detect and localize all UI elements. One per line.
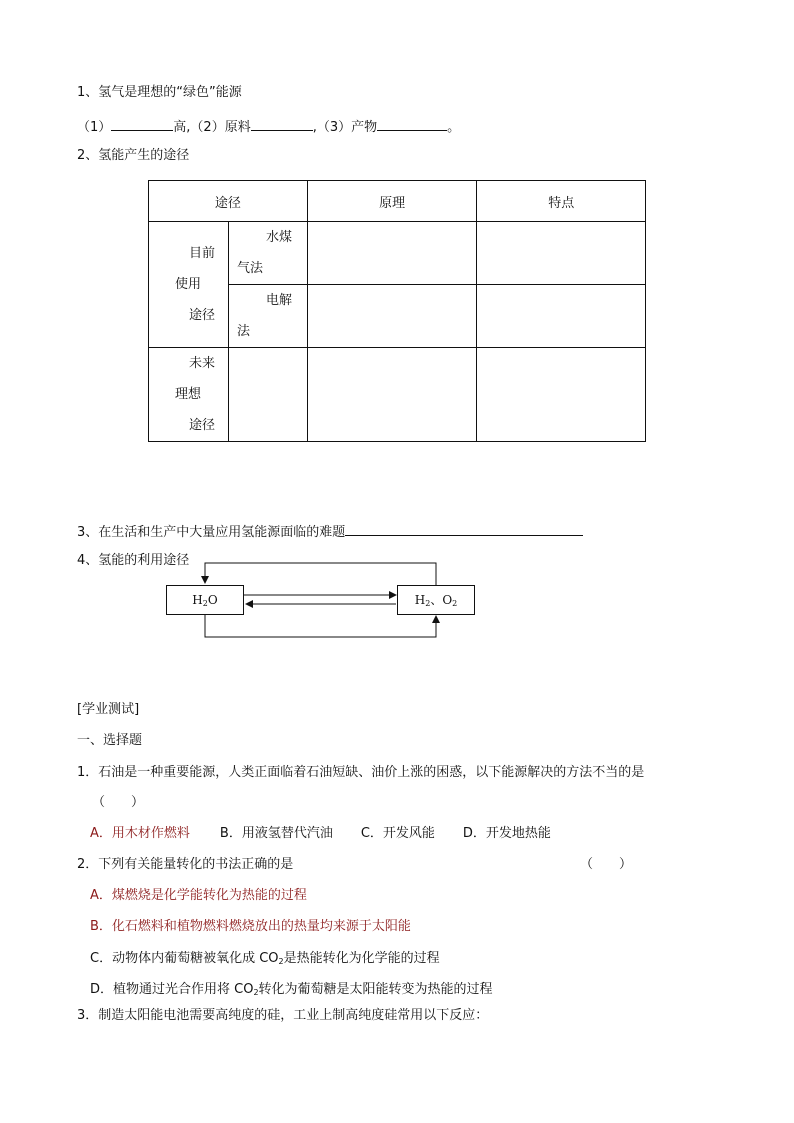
method1-line2: 气法: [236, 261, 263, 276]
cell-feature-3[interactable]: [477, 348, 646, 442]
cell-future-method[interactable]: [228, 348, 307, 442]
hydrogen-oxygen-box: [397, 585, 475, 615]
q2-answer-paren[interactable]: （ ）: [580, 857, 633, 872]
section4-title: 4、氢能的利用途径: [77, 553, 190, 568]
prop3-suffix: 。: [447, 120, 461, 135]
o2-sub: 2: [452, 599, 458, 608]
q1-answer-paren[interactable]: （ ）: [92, 795, 145, 810]
q1-option-c[interactable]: C．开发风能: [360, 826, 435, 841]
water-sub: 2: [202, 599, 208, 608]
q1-option-a[interactable]: A．用木材作燃料: [90, 826, 190, 841]
top-loop-arrow: [205, 563, 436, 585]
q2-c-pre: C．动物体内葡萄糖被氧化成 CO: [90, 951, 279, 966]
header-route: 途径: [149, 181, 308, 222]
method-electrolysis: [228, 285, 307, 348]
current-route-label: [149, 222, 229, 348]
q2-option-d[interactable]: [90, 981, 493, 1002]
section3-text: 3、在生活和生产中大量应用氢能源面临的难题: [77, 525, 346, 540]
cell-principle-3[interactable]: [307, 348, 477, 442]
section3-blank[interactable]: [345, 521, 583, 536]
current-line3: 途径: [189, 308, 216, 323]
method-water-gas: [228, 222, 307, 285]
q2-stem: 2．下列有关能量转化的书法正确的是: [77, 857, 294, 872]
method1-line1: 水煤: [265, 230, 292, 245]
choice-part-title: 一、选择题: [77, 733, 143, 748]
q2-d-sub: 2: [253, 988, 259, 997]
q1-option-d[interactable]: D．开发地热能: [462, 826, 551, 841]
method2-line2: 法: [236, 324, 250, 339]
section2-title: 2、氢能产生的途径: [77, 148, 190, 163]
future-line2: 理想: [175, 387, 202, 402]
future-line1: 未来: [189, 356, 216, 371]
h2-h: H: [414, 593, 426, 607]
q2-c-sub: 2: [278, 957, 284, 966]
q1-option-b[interactable]: B．用液氢替代汽油: [219, 826, 333, 841]
method2-line1: 电解: [265, 293, 292, 308]
q2-option-a[interactable]: A．煤燃烧是化学能转化为热能的过程: [90, 888, 307, 903]
q3-stem: 3．制造太阳能电池需要高纯度的硅，工业上制高纯度硅常用以下反应：: [77, 1008, 489, 1023]
h2-sub: 2: [425, 599, 431, 608]
q2-option-c[interactable]: [90, 950, 440, 971]
test-heading: [学业测试]: [77, 702, 140, 717]
prop1-prefix: （1）: [77, 120, 112, 135]
prop1-suffix: 高,: [173, 120, 191, 135]
hydrogen-production-table: [148, 180, 646, 442]
cell-feature-2[interactable]: [477, 285, 646, 348]
prop3-prefix: （3）产物: [316, 120, 378, 135]
section1-title: 1、氢气是理想的“绿色”能源: [77, 85, 242, 100]
water-o: O: [207, 593, 218, 607]
future-line3: 途径: [189, 418, 216, 433]
future-route-label: [149, 348, 229, 442]
q2-d-pre: D．植物通过光合作用将 CO: [90, 982, 254, 997]
o2-o: 、O: [430, 593, 453, 607]
section3-title: [77, 521, 583, 542]
cell-feature-1[interactable]: [477, 222, 646, 285]
current-line2: 使用: [175, 277, 202, 292]
current-line1: 目前: [189, 246, 216, 261]
prop2-blank[interactable]: [251, 116, 313, 131]
prop2-suffix: ,: [312, 120, 317, 135]
header-principle: 原理: [307, 181, 477, 222]
header-feature: 特点: [477, 181, 646, 222]
q1-stem: 1．石油是一种重要能源，人类正面临着石油短缺、油价上涨的困惑，以下能源解决的方法不当的是: [77, 765, 645, 780]
q2-d-post: 转化为葡萄糖是太阳能转变为热能的过程: [258, 982, 493, 997]
section1-properties: [77, 116, 460, 137]
q2-c-post: 是热能转化为化学能的过程: [283, 951, 440, 966]
water-box: [166, 585, 244, 615]
bottom-loop-arrow: [205, 615, 436, 637]
cell-principle-2[interactable]: [307, 285, 477, 348]
cell-principle-1[interactable]: [307, 222, 477, 285]
water-h: H: [192, 593, 203, 607]
q1-options: [90, 825, 551, 843]
prop2-prefix: （2）原料: [190, 120, 251, 135]
q2-option-b[interactable]: B．化石燃料和植物燃料燃烧放出的热量均来源于太阳能: [90, 919, 411, 934]
prop3-blank[interactable]: [377, 116, 447, 131]
prop1-blank[interactable]: [111, 116, 173, 131]
